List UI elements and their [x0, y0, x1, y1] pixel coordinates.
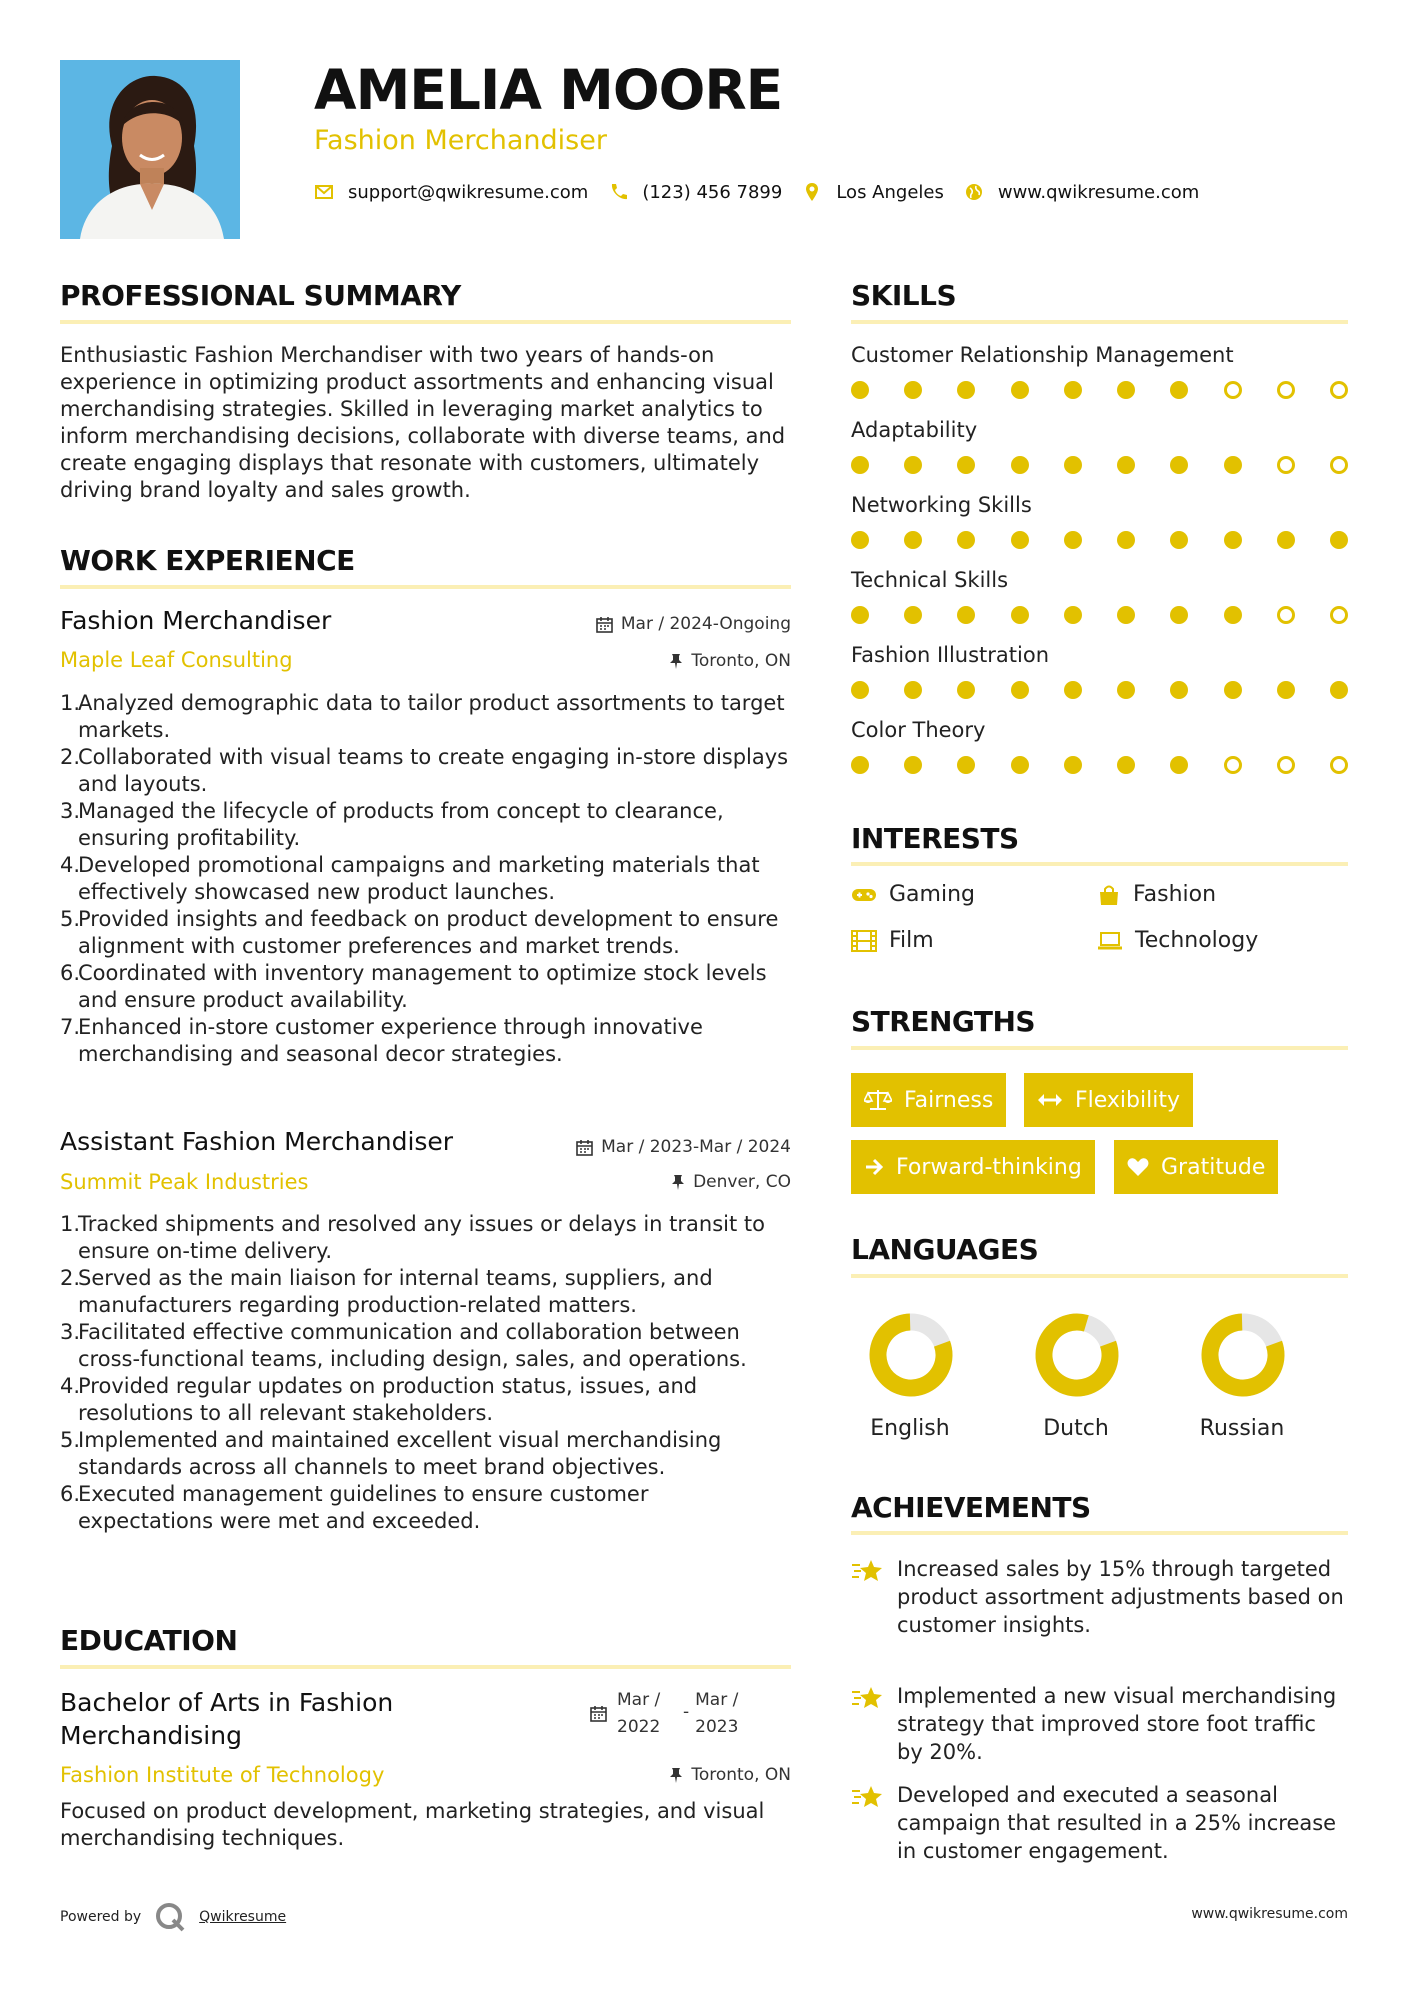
job-location-text: Denver, CO: [693, 1172, 791, 1192]
shooting-star-icon: [851, 1557, 883, 1585]
skills-heading: SKILLS: [851, 279, 957, 312]
job-location: [669, 651, 791, 671]
rating-dot-filled: [1064, 606, 1082, 624]
rating-dot-filled: [1064, 531, 1082, 549]
rating-dot-filled: [904, 456, 922, 474]
summary-rule: [60, 320, 791, 324]
rating-dot-filled: [904, 606, 922, 624]
list-item: 1. Analyzed demographic data to tailor product assortments to target markets.: [60, 691, 785, 742]
skill-name: Technical Skills: [851, 568, 1009, 592]
job-title: Assistant Fashion Merchandiser: [60, 1127, 454, 1156]
summary-heading: PROFESSIONAL SUMMARY: [60, 279, 461, 312]
rating-dot-filled: [1170, 531, 1188, 549]
school-name: Fashion Institute of Technology: [60, 1763, 385, 1787]
interest-fashion: [1097, 882, 1216, 907]
balance-scale-icon: [864, 1088, 892, 1112]
list-item: 5. Provided insights and feedback on product development to ensure alignment with customer preferences and market trends.: [60, 907, 779, 958]
rating-dot-filled: [904, 681, 922, 699]
shooting-star-icon: [851, 1684, 883, 1712]
rating-dot-filled: [1117, 756, 1135, 774]
pushpin-icon: [669, 1767, 683, 1784]
rating-dot-filled: [851, 381, 869, 399]
strength-tag-gratitude: [1114, 1140, 1278, 1194]
achievement-text: Developed and executed a seasonal campaign that resulted in a 25% increase in customer engagement.: [897, 1783, 1337, 1863]
education-start: Mar / 2022: [617, 1690, 661, 1737]
strength-label: Forward-thinking: [896, 1154, 1082, 1180]
rating-dot-filled: [1170, 756, 1188, 774]
achievement-item: [851, 1781, 1348, 1865]
summary-text: Enthusiastic Fashion Merchandiser with two years of hands-on experience in optimizing product assortments and enhancing visual merchandising strategies. Skilled in leveraging market analytics to inform merchandising decisions, collaborate with diverse teams, and create engaging displays that resonate with customers, ultimately driving brand loyalty and sales growth.: [60, 343, 786, 502]
job-dates-text: Mar / 2023-Mar / 2024: [601, 1137, 791, 1157]
work-heading: WORK EXPERIENCE: [60, 544, 355, 577]
strength-label: Gratitude: [1161, 1154, 1266, 1180]
job-dates: [576, 1137, 791, 1157]
rating-dot-filled: [1330, 531, 1348, 549]
pushpin-icon: [671, 1174, 685, 1191]
contact-phone[interactable]: (123) 456 7899: [642, 181, 783, 203]
job-dates: [596, 614, 791, 634]
rating-dot-filled: [1011, 606, 1029, 624]
rating-dot-filled: [957, 756, 975, 774]
achievements-heading: ACHIEVEMENTS: [851, 1491, 1091, 1524]
interests-heading: INTERESTS: [851, 822, 1019, 855]
rating-dot-filled: [1170, 456, 1188, 474]
skill-rating: [851, 756, 1348, 774]
rating-dot-filled: [1117, 681, 1135, 699]
achievement-text: Implemented a new visual merchandising strategy that improved store foot traffic by 20%.: [897, 1684, 1337, 1764]
rating-dot-filled: [957, 381, 975, 399]
strength-tag-fairness: [851, 1073, 1006, 1127]
rating-dot-filled: [1064, 756, 1082, 774]
list-item: 4. Provided regular updates on production status, issues, and resolutions to all relevant stakeholders.: [60, 1374, 698, 1425]
rating-dot-filled: [1224, 606, 1242, 624]
rating-dot-filled: [1117, 531, 1135, 549]
shopping-bag-icon: [1097, 884, 1121, 906]
calendar-icon: [576, 1139, 593, 1156]
rating-dot-empty: [1330, 456, 1348, 474]
rating-dot-empty: [1277, 456, 1295, 474]
interest-label: Technology: [1135, 928, 1259, 953]
education-rule: [60, 1665, 791, 1669]
footer-url[interactable]: www.qwikresume.com: [1191, 1906, 1348, 1922]
skill-name: Customer Relationship Management: [851, 343, 1234, 367]
interest-label: Fashion: [1133, 882, 1217, 907]
languages-heading: LANGUAGES: [851, 1233, 1039, 1266]
rating-dot-filled: [851, 681, 869, 699]
rating-dot-filled: [851, 531, 869, 549]
rating-dot-filled: [851, 606, 869, 624]
skill-rating: [851, 456, 1348, 474]
education-heading: EDUCATION: [60, 1624, 238, 1657]
rating-dot-filled: [1117, 381, 1135, 399]
rating-dot-filled: [1064, 381, 1082, 399]
rating-dot-empty: [1330, 606, 1348, 624]
skill-rating: [851, 531, 1348, 549]
film-icon: [851, 930, 877, 952]
list-item: 1. Tracked shipments and resolved any issues or delays in transit to ensure on-time delivery.: [60, 1212, 765, 1263]
map-pin-icon: [802, 182, 822, 202]
list-item: 2. Collaborated with visual teams to create engaging in-store displays and layouts.: [60, 745, 789, 796]
strength-label: Flexibility: [1075, 1087, 1180, 1113]
rating-dot-empty: [1277, 606, 1295, 624]
rating-dot-filled: [1011, 456, 1029, 474]
list-item: 2. Served as the main liaison for internal teams, suppliers, and manufacturers regarding production-related matters.: [60, 1266, 713, 1317]
rating-dot-filled: [1170, 681, 1188, 699]
skill-rating: [851, 381, 1348, 399]
skill-name: Fashion Illustration: [851, 643, 1050, 667]
rating-dot-empty: [1277, 756, 1295, 774]
degree-title: Bachelor of Arts in Fashion Merchandising: [60, 1688, 394, 1750]
rating-dot-filled: [904, 756, 922, 774]
achievement-text: Increased sales by 15% through targeted product assortment adjustments based on customer insights.: [897, 1557, 1344, 1637]
rating-dot-filled: [1011, 756, 1029, 774]
rating-dot-empty: [1224, 756, 1242, 774]
interest-label: Gaming: [889, 882, 975, 907]
language-label: Dutch: [1043, 1416, 1109, 1441]
achievements-rule: [851, 1531, 1348, 1535]
rating-dot-filled: [851, 756, 869, 774]
envelope-icon: [314, 182, 334, 202]
job-dates-text: Mar / 2024-Ongoing: [620, 614, 791, 634]
rating-dot-filled: [1170, 381, 1188, 399]
skill-rating: [851, 681, 1348, 699]
list-item: 6. Executed management guidelines to ensure customer expectations were met and exceeded.: [60, 1482, 649, 1533]
job-title: Fashion Merchandiser: [60, 606, 332, 635]
candidate-name: AMELIA MOORE: [314, 58, 783, 122]
list-item: 7. Enhanced in-store customer experience through innovative merchandising and seasonal decor strategies.: [60, 1015, 703, 1066]
list-item: 3. Managed the lifecycle of products from concept to clearance, ensuring profitability.: [60, 799, 724, 850]
heart-icon: [1127, 1157, 1149, 1177]
language-rings: [851, 1305, 1348, 1405]
rating-dot-filled: [1224, 531, 1242, 549]
work-rule: [60, 585, 791, 589]
rating-dot-filled: [957, 456, 975, 474]
rating-dot-filled: [904, 381, 922, 399]
candidate-title: Fashion Merchandiser: [314, 125, 607, 156]
rating-dot-filled: [1117, 606, 1135, 624]
language-ring-dutch: [1035, 1313, 1120, 1398]
list-item: 3. Facilitated effective communication and collaboration between cross-functional teams, including design, sales, and operations.: [60, 1320, 747, 1371]
profile-photo: [60, 60, 240, 239]
strength-tag-forward-thinking: [851, 1140, 1095, 1194]
job-bullets: [60, 690, 790, 1068]
arrow-right-icon: [864, 1157, 884, 1177]
rating-dot-filled: [957, 531, 975, 549]
contact-email[interactable]: support@qwikresume.com: [348, 181, 589, 203]
pushpin-icon: [669, 653, 683, 670]
contact-location: Los Angeles: [836, 181, 944, 203]
rating-dot-filled: [957, 606, 975, 624]
language-label: English: [870, 1416, 950, 1441]
achievement-item: [851, 1555, 1348, 1639]
contact-bar: [314, 178, 1199, 206]
interest-technology: [1097, 928, 1258, 953]
list-item: 6. Coordinated with inventory management to optimize stock levels and ensure product availability.: [60, 961, 767, 1012]
rating-dot-filled: [1224, 681, 1242, 699]
rating-dot-empty: [1224, 381, 1242, 399]
qwikresume-logo-icon: [153, 1900, 187, 1934]
shooting-star-icon: [851, 1783, 883, 1811]
laptop-icon: [1097, 931, 1123, 951]
rating-dot-filled: [1224, 456, 1242, 474]
skill-name: Color Theory: [851, 718, 986, 742]
skill-name: Networking Skills: [851, 493, 1032, 517]
interests-rule: [851, 862, 1348, 866]
rating-dot-filled: [904, 531, 922, 549]
rating-dot-filled: [1277, 531, 1295, 549]
brand-link[interactable]: Qwikresume: [199, 1909, 287, 1925]
calendar-icon: [590, 1705, 607, 1722]
rating-dot-filled: [1330, 681, 1348, 699]
rating-dot-filled: [1064, 681, 1082, 699]
education-end: Mar / 2023: [695, 1690, 739, 1737]
footer-powered-by: [60, 1900, 286, 1934]
rating-dot-filled: [1170, 606, 1188, 624]
calendar-icon: [596, 616, 613, 633]
globe-icon: [964, 182, 984, 202]
strength-tag-flexibility: [1024, 1073, 1193, 1127]
rating-dot-filled: [1011, 531, 1029, 549]
contact-website[interactable]: www.qwikresume.com: [997, 181, 1200, 203]
powered-by-label: Powered by: [60, 1909, 142, 1925]
interest-label: Film: [889, 928, 934, 953]
gamepad-icon: [851, 885, 877, 905]
job-location: [671, 1172, 791, 1192]
rating-dot-filled: [1117, 456, 1135, 474]
education-location: [669, 1765, 791, 1785]
achievement-item: [851, 1682, 1348, 1766]
job-company: Maple Leaf Consulting: [60, 648, 293, 672]
languages-rule: [851, 1274, 1348, 1278]
rating-dot-empty: [1277, 381, 1295, 399]
list-item: 4. Developed promotional campaigns and marketing materials that effectively showcased new product launches.: [60, 853, 760, 904]
phone-icon: [608, 182, 628, 202]
job-bullets: [60, 1211, 790, 1535]
job-company: Summit Peak Industries: [60, 1170, 309, 1194]
strength-label: Fairness: [904, 1087, 994, 1113]
rating-dot-filled: [851, 456, 869, 474]
language-label: Russian: [1199, 1416, 1285, 1441]
rating-dot-filled: [1011, 381, 1029, 399]
interest-gaming: [851, 882, 975, 907]
job-location-text: Toronto, ON: [691, 651, 791, 671]
skill-name: Adaptability: [851, 418, 978, 442]
strengths-rule: [851, 1046, 1348, 1050]
arrows-horizontal-icon: [1037, 1091, 1063, 1109]
rating-dot-filled: [957, 681, 975, 699]
education-location-text: Toronto, ON: [691, 1765, 791, 1785]
rating-dot-filled: [1064, 456, 1082, 474]
rating-dot-empty: [1330, 381, 1348, 399]
education-dates: Mar / 2022 - Mar / 2023: [590, 1687, 761, 1741]
skills-rule: [851, 320, 1348, 324]
skill-rating: [851, 606, 1348, 624]
strengths-heading: STRENGTHS: [851, 1005, 1036, 1038]
interest-film: [851, 928, 934, 953]
rating-dot-filled: [1011, 681, 1029, 699]
rating-dot-filled: [1277, 681, 1295, 699]
education-description: Focused on product development, marketing strategies, and visual merchandising techniques.: [60, 1799, 765, 1850]
list-item: 5. Implemented and maintained excellent visual merchandising standards across all channels to meet brand objectives.: [60, 1428, 722, 1479]
rating-dot-empty: [1330, 756, 1348, 774]
